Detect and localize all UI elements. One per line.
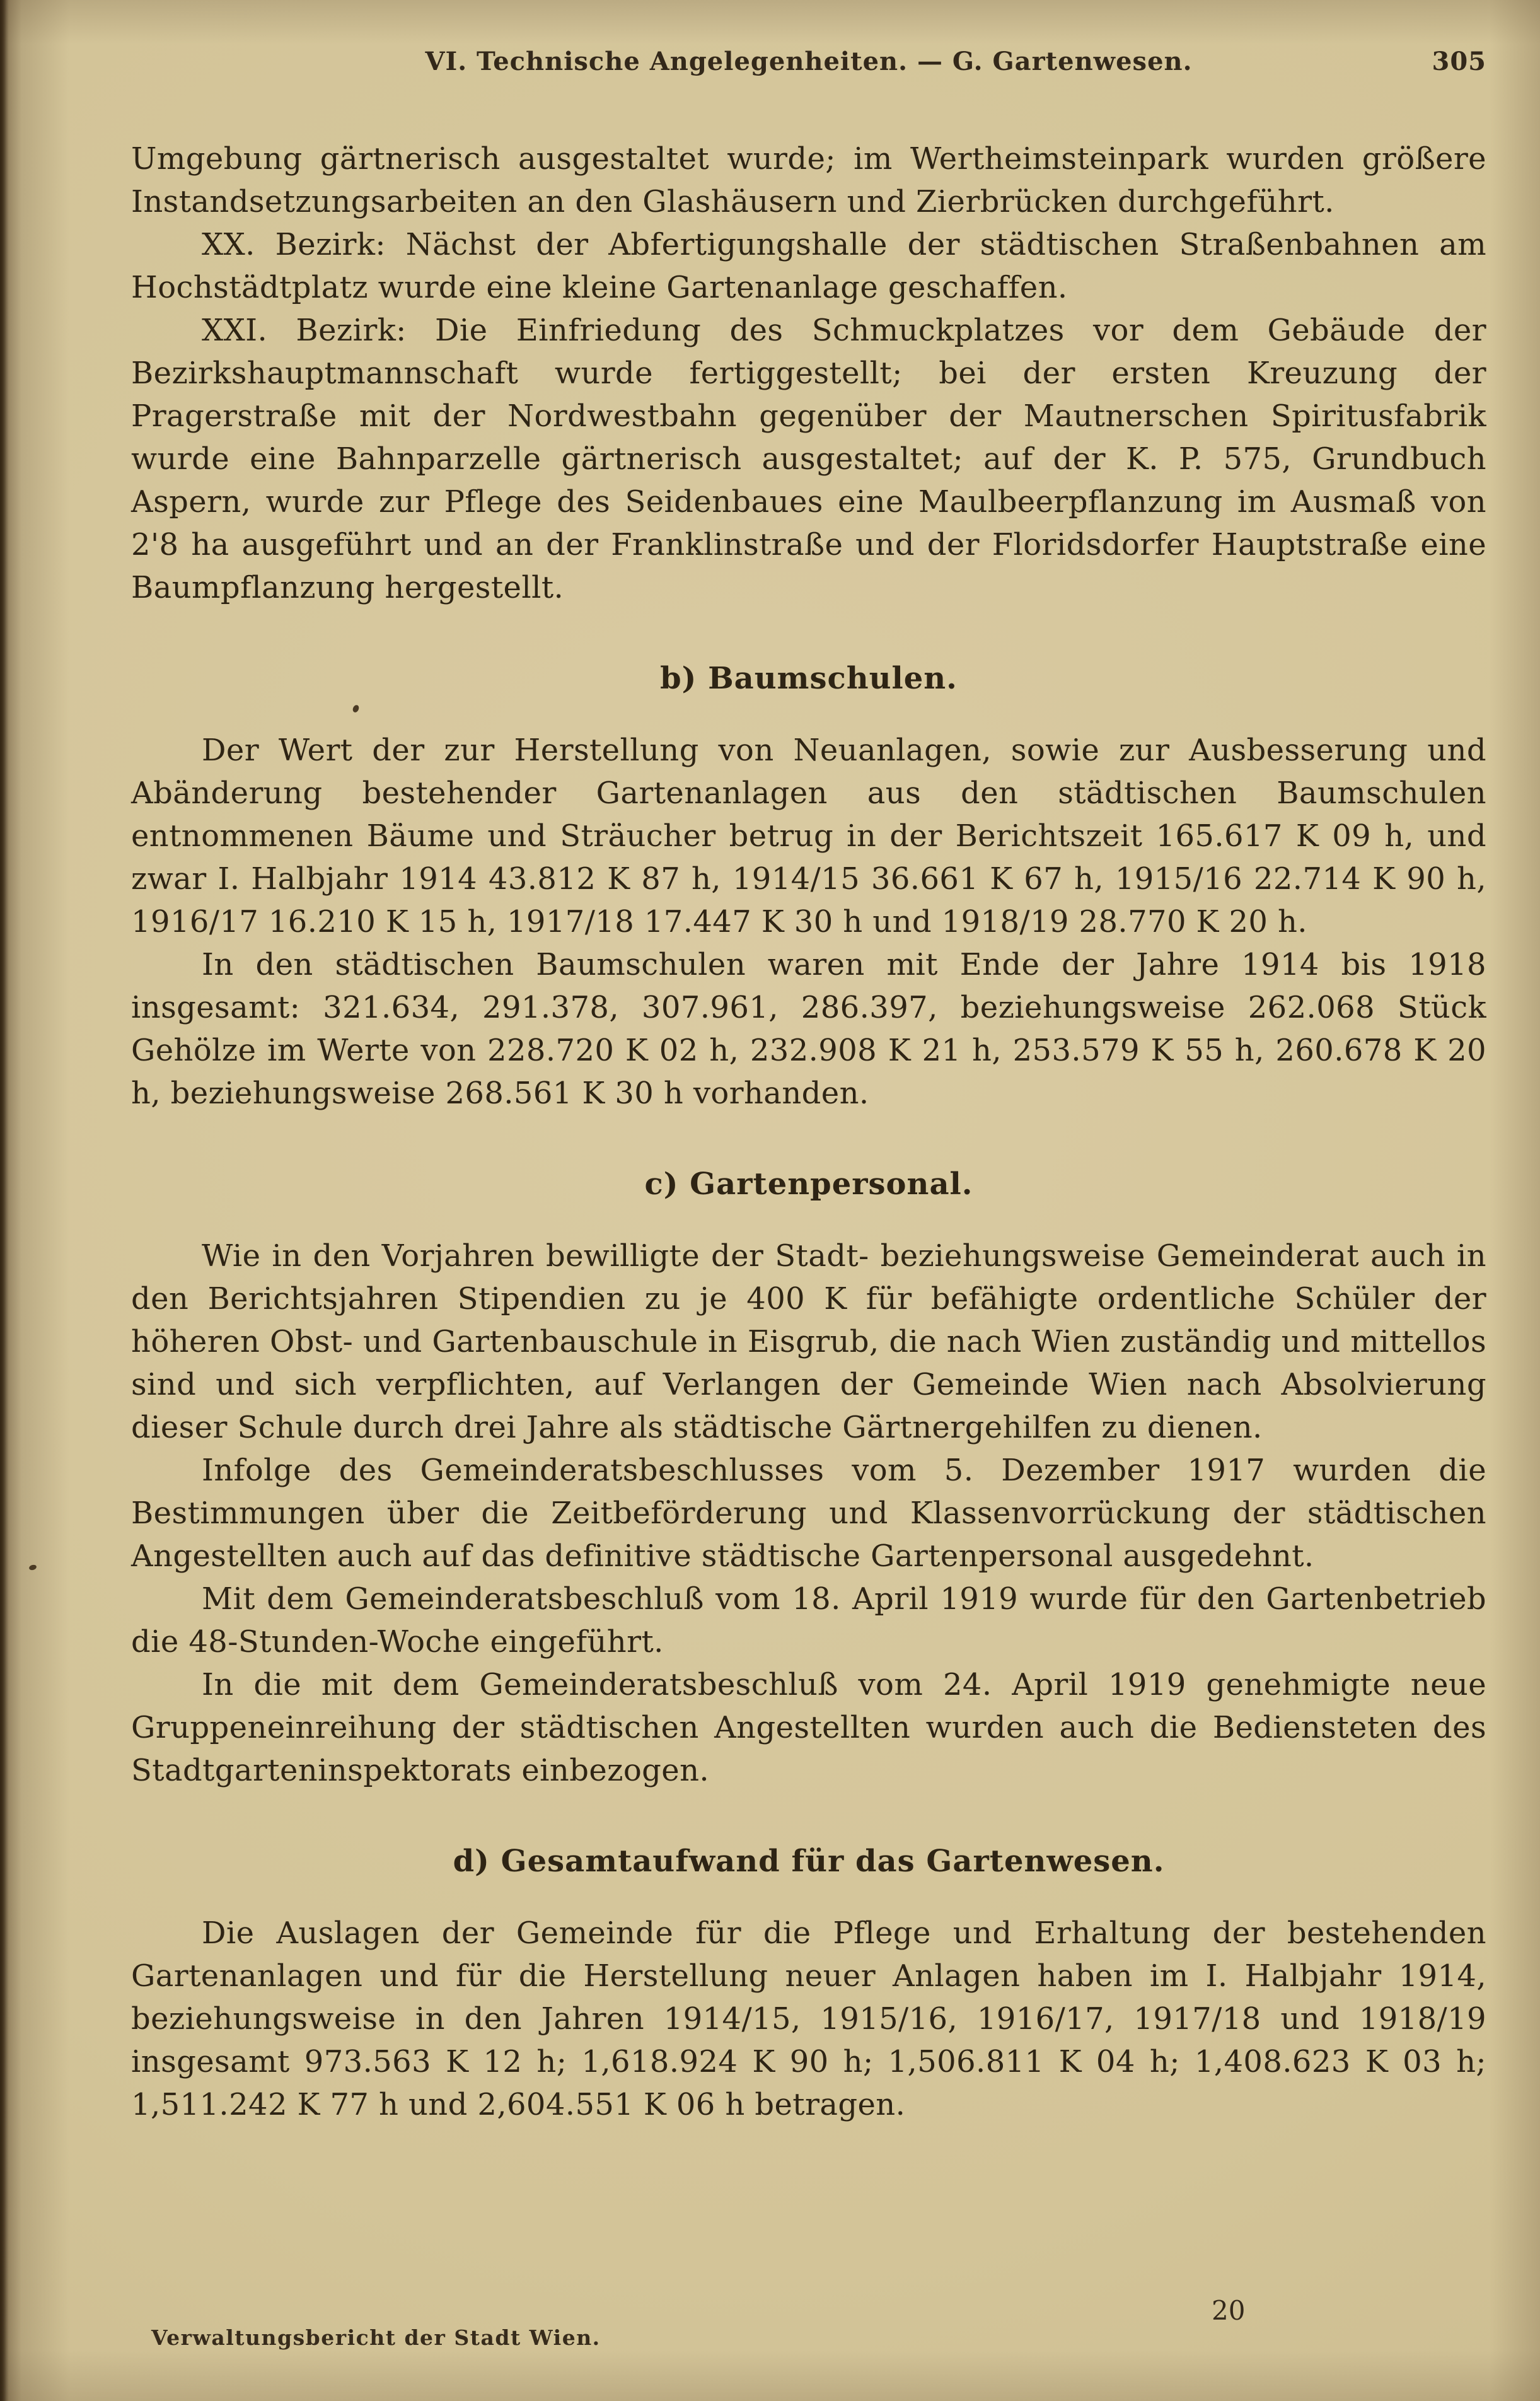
footer-imprint: Verwaltungsbericht der Stadt Wien. [151, 2325, 601, 2350]
body-paragraph: Die Auslagen der Gemeinde für die Pflege und Erhaltung der bestehenden Gartenanlagen und für die Herstellung neuer Anlagen haben im I. Halbjahr 1914, beziehungsweise in den Jahren 1914/15, 1915/16, 1916/17, 1917/18 und 1918/19 insgesamt 973.563 K 12 h; 1,618.924 K 90 h; 1,506.811 K 04 h; 1,408.623 K 03 h; 1,511.242 K 77 h und 2,604.551 K 06 h betragen. [131, 1916, 1486, 2122]
section-heading-baumschulen: b) Baumschulen. [660, 661, 958, 696]
body-paragraph: XX. Bezirk: Nächst der Abfertigungshalle der städtischen Straßenbahnen am Hochstädtplatz wurde eine kleine Gartenanlage geschaffen. [131, 227, 1486, 305]
body-paragraph: Der Wert der zur Herstellung von Neuanlagen, sowie zur Ausbesserung und Abänderung bestehender Gartenanlagen aus den städtischen Baumschulen entnommenen Bäume und Sträucher betrug in der Berichtszeit 165.617 K 09 h, und zwar I. Halbjahr 1914 43.812 K 87 h, 1914/15 36.661 K 67 h, 1915/16 22.714 K 90 h, 1916/17 16.210 K 15 h, 1917/18 17.447 K 30 h und 1918/19 28.770 K 20 h. [131, 733, 1486, 939]
body-paragraph: XXI. Bezirk: Die Einfriedung des Schmuckplatzes vor dem Gebäude der Bezirkshauptmannschaft wurde fertiggestellt; bei der ersten Kreuzung der Pragerstraße mit der Nordwestbahn gegenüber der Mautnerschen Spiritusfabrik wurde eine Bahnparzelle gärtnerisch ausgestaltet; auf der K. P. 575, Grundbuch Aspern, wurde zur Pflege des Seidenbaues eine Maulbeerpflanzung im Ausmaß von 2'8 ha ausgeführt und an der Franklinstraße und der Floridsdorfer Hauptstraße eine Baumpflanzung hergestellt. [131, 313, 1486, 605]
body-paragraph: Mit dem Gemeinderatsbeschluß vom 18. April 1919 wurde für den Gartenbetrieb die 48-Stunden-Woche eingeführt. [131, 1581, 1486, 1660]
body-paragraph: Wie in den Vorjahren bewilligte der Stadt- beziehungsweise Gemeinderat auch in den Berichtsjahren Stipendien zu je 400 K für befähigte ordentliche Schüler der höheren Obst- und Gartenbauschule in Eisgrub, die nach Wien zuständig und mittellos sind und sich verpflichten, auf Verlangen der Gemeinde Wien nach Absolvierung dieser Schule durch drei Jahre als städtische Gärtnergehilfen zu dienen. [131, 1238, 1486, 1445]
section-heading-gartenpersonal: c) Gartenpersonal. [644, 1166, 973, 1202]
body-paragraph: Umgebung gärtnerisch ausgestaltet wurde; im Wertheimsteinpark wurden größere Instandsetzungsarbeiten an den Glashäusern und Zierbrücken durchgeführt. [131, 141, 1486, 219]
page-binding-shadow [0, 0, 9, 2401]
body-paragraph: In den städtischen Baumschulen waren mit Ende der Jahre 1914 bis 1918 insgesamt: 321.634, 291.378, 307.961, 286.397, beziehungsweise 262.068 Stück Gehölze im Werte von 228.720 K 02 h, 232.908 K 21 h, 253.579 K 55 h, 260.678 K 20 h, beziehungsweise 268.561 K 30 h vorhanden. [131, 947, 1486, 1111]
page-body [131, 137, 1486, 2126]
running-head-title: VI. Technische Angelegenheiten. — G. Gartenwesen. [425, 47, 1193, 76]
section-heading-gesamtaufwand: d) Gesamtaufwand für das Gartenwesen. [453, 1844, 1165, 1879]
body-paragraph: In die mit dem Gemeinderatsbeschluß vom 24. April 1919 genehmigte neue Gruppeneinreihung der städtischen Angestellten wurden auch die Bediensteten des Stadtgarteninspektorats einbezogen. [131, 1667, 1486, 1788]
ink-speck [28, 1564, 37, 1571]
signature-number: 20 [1212, 2295, 1246, 2326]
body-paragraph: Infolge des Gemeinderatsbeschlusses vom 5. Dezember 1917 wurden die Bestimmungen über die Zeitbeförderung und Klassenvorrückung der städtischen Angestellten auch auf das definitive städtische Gartenpersonal ausgedehnt. [131, 1453, 1486, 1574]
page-number: 305 [1432, 47, 1486, 76]
running-head [131, 45, 1486, 78]
